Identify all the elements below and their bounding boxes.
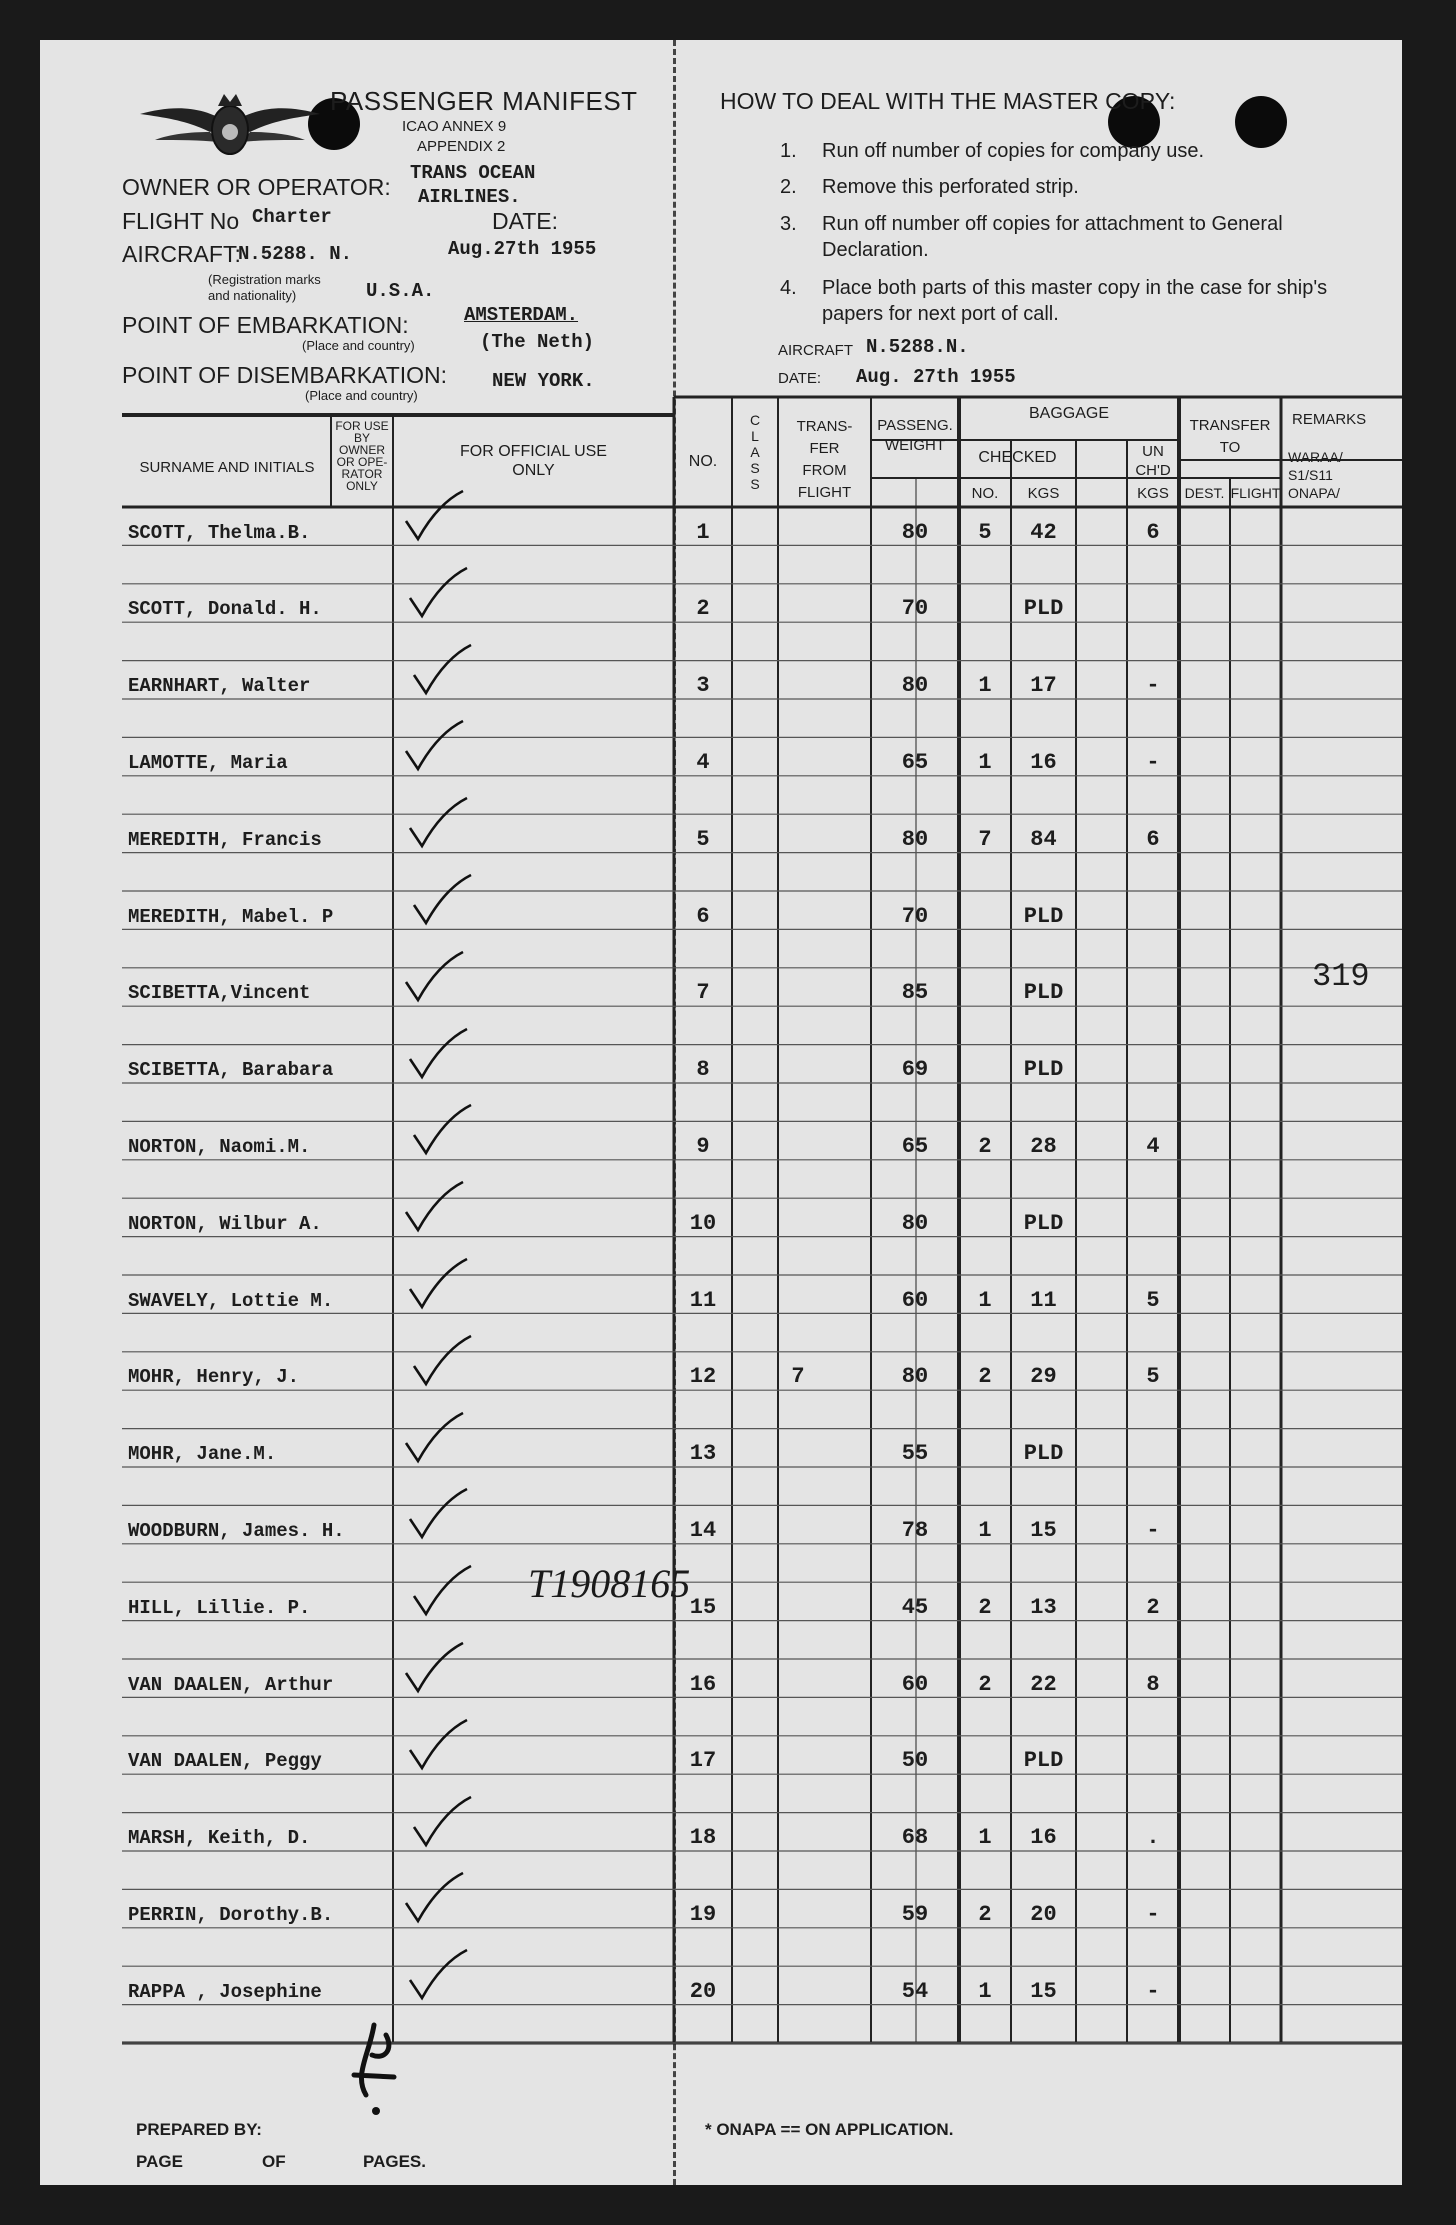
passenger-weight: 80 <box>901 673 929 699</box>
unchecked-kgs: 5 <box>1146 1364 1160 1390</box>
passenger-weight: 45 <box>901 1594 929 1620</box>
passenger-weight: 70 <box>901 903 929 929</box>
header-baggage: BAGGAGE <box>1028 405 1110 422</box>
header-official-use: FOR OFFICIAL USE ONLY <box>460 443 607 479</box>
header-no: NO. <box>688 453 718 470</box>
check-mark-icon <box>406 1326 476 1396</box>
header-for-use: FOR USE BY OWNER OR OPE- RATOR ONLY <box>335 419 389 493</box>
passenger-weight: 78 <box>901 1517 929 1543</box>
instruction-text: Remove this perforated strip. <box>822 176 1079 198</box>
page-label: PAGE <box>136 2152 183 2171</box>
passenger-name: LAMOTTE, Maria <box>128 751 288 774</box>
header-bag-no: NO. <box>971 485 999 502</box>
passenger-weight: 80 <box>901 826 929 852</box>
passenger-name: SCOTT, Thelma.B. <box>128 521 311 544</box>
disembarkation-label: POINT OF DISEMBARKATION: <box>122 362 448 388</box>
passenger-no: 17 <box>689 1748 717 1774</box>
passenger-no: 20 <box>689 1978 717 2004</box>
baggage-count: 1 <box>978 1825 992 1851</box>
passenger-no: 6 <box>696 903 710 929</box>
header-dest: DEST. <box>1184 485 1225 501</box>
passenger-name: EARNHART, Walter <box>128 675 311 698</box>
unchecked-kgs: 5 <box>1146 1287 1160 1313</box>
passenger-name: MEREDITH, Francis <box>128 828 322 851</box>
aircraft-value: N.5288. N. <box>238 243 353 265</box>
check-mark-icon <box>402 1249 472 1319</box>
right-aircraft-label: AIRCRAFT <box>778 342 853 359</box>
check-mark-icon <box>402 1479 472 1549</box>
instruction-num: 3. <box>780 213 797 235</box>
passenger-weight: 70 <box>901 596 929 622</box>
right-date-value: Aug. 27th 1955 <box>856 366 1016 388</box>
passenger-name: NORTON, Wilbur A. <box>128 1212 322 1235</box>
baggage-kgs: 20 <box>1030 1901 1057 1927</box>
check-mark-icon <box>402 1019 472 1089</box>
unchecked-kgs: - <box>1146 673 1160 699</box>
unchecked-kgs: 4 <box>1146 1133 1160 1159</box>
passenger-name: MOHR, Henry, J. <box>128 1366 300 1389</box>
header-passeng-weight: PASSENG. WEIGHT <box>877 417 953 454</box>
check-mark-icon <box>406 635 476 705</box>
check-mark-icon <box>406 865 476 935</box>
date-value: Aug.27th 1955 <box>448 238 597 260</box>
passenger-no: 14 <box>689 1517 717 1543</box>
owner-value-2: AIRLINES. <box>418 186 521 208</box>
prepared-by-label: PREPARED BY: <box>136 2120 262 2139</box>
baggage-kgs: PLD <box>1023 1441 1064 1467</box>
unchecked-kgs: - <box>1146 1978 1160 2004</box>
instruction-text: Run off number off copies for attachment to General <box>822 213 1283 235</box>
registration-note-2: and nationality) <box>208 288 297 303</box>
unchecked-kgs: 6 <box>1146 826 1160 852</box>
passenger-name: VAN DAALEN, Arthur <box>128 1673 334 1696</box>
header-kgs: KGS <box>1027 485 1060 502</box>
baggage-count: 2 <box>978 1364 992 1390</box>
header-flight: FLIGHT <box>1230 485 1281 501</box>
passenger-name: SCIBETTA,Vincent <box>128 982 311 1005</box>
check-mark-icon <box>398 1863 468 1933</box>
baggage-kgs: 11 <box>1030 1287 1057 1313</box>
check-mark-icon <box>398 1403 468 1473</box>
instructions-title: HOW TO DEAL WITH THE MASTER COPY: <box>720 88 1176 114</box>
header-remarks: REMARKS <box>1292 411 1367 428</box>
baggage-count: 7 <box>978 826 992 852</box>
header-unchd: UN CH'D <box>1135 443 1171 479</box>
remark-number: 319 <box>1312 958 1370 995</box>
baggage-kgs: 13 <box>1030 1594 1057 1620</box>
unchecked-kgs: 2 <box>1146 1594 1160 1620</box>
passenger-name: MEREDITH, Mabel. P <box>128 905 334 928</box>
check-mark-icon <box>402 558 472 628</box>
baggage-kgs: 15 <box>1030 1978 1057 2004</box>
check-mark-icon <box>406 1556 476 1626</box>
baggage-kgs: 17 <box>1030 673 1057 699</box>
passenger-name: RAPPA , Josephine <box>128 1980 322 2003</box>
baggage-count: 1 <box>978 749 992 775</box>
check-mark-icon <box>398 1633 468 1703</box>
passenger-weight: 60 <box>901 1671 929 1697</box>
passenger-name: PERRIN, Dorothy.B. <box>128 1903 334 1926</box>
check-mark-icon <box>398 711 468 781</box>
passenger-no: 1 <box>696 519 710 545</box>
owner-value-1: TRANS OCEAN <box>410 162 536 184</box>
unchecked-kgs: - <box>1146 749 1160 775</box>
baggage-kgs: PLD <box>1023 1210 1064 1236</box>
passenger-weight: 69 <box>901 1057 929 1083</box>
pages-label: PAGES. <box>363 2152 426 2171</box>
passenger-name: SCIBETTA, Barabara <box>128 1059 334 1082</box>
embarkation-note: (Place and country) <box>302 338 415 353</box>
passenger-weight: 54 <box>901 1978 929 2004</box>
passenger-no: 12 <box>689 1364 717 1390</box>
passenger-weight: 85 <box>901 980 929 1006</box>
instruction-num: 2. <box>780 176 797 198</box>
passenger-weight: 55 <box>901 1441 929 1467</box>
passenger-no: 8 <box>696 1057 710 1083</box>
baggage-kgs: 22 <box>1030 1671 1057 1697</box>
baggage-count: 1 <box>978 673 992 699</box>
baggage-kgs: 28 <box>1030 1133 1057 1159</box>
instruction-text-cont: papers for next port of call. <box>822 303 1059 325</box>
flight-value: Charter <box>252 206 332 228</box>
check-mark-icon <box>402 788 472 858</box>
right-aircraft-value: N.5288.N. <box>866 336 969 358</box>
check-mark-icon <box>406 1095 476 1165</box>
passenger-no: 3 <box>696 673 710 699</box>
passenger-name: SWAVELY, Lottie M. <box>128 1289 334 1312</box>
baggage-kgs: PLD <box>1023 1748 1064 1774</box>
passenger-weight: 50 <box>901 1748 929 1774</box>
baggage-count: 1 <box>978 1517 992 1543</box>
header-checked: CHECKED <box>978 449 1057 466</box>
passenger-no: 18 <box>689 1825 717 1851</box>
instruction-num: 4. <box>780 277 797 299</box>
passenger-weight: 65 <box>901 749 929 775</box>
passenger-no: 19 <box>689 1901 717 1927</box>
passenger-weight: 60 <box>901 1287 929 1313</box>
transfer-from-flight: 7 <box>791 1364 805 1390</box>
header-class: C L A S S <box>749 412 761 492</box>
passenger-weight: 80 <box>901 519 929 545</box>
manifest-sheet <box>40 40 1402 2185</box>
header-transfer-to: TRANSFER TO <box>1189 417 1271 456</box>
passenger-name: NORTON, Naomi.M. <box>128 1135 311 1158</box>
baggage-kgs: 42 <box>1030 519 1057 545</box>
baggage-kgs: 15 <box>1030 1517 1057 1543</box>
flight-label: FLIGHT No <box>122 208 240 234</box>
manifest-table-grid <box>40 40 1402 2185</box>
unchecked-kgs: 8 <box>1146 1671 1160 1697</box>
icao-annex: ICAO ANNEX 9 <box>402 118 507 135</box>
header-surname: SURNAME AND INITIALS <box>139 459 315 476</box>
passenger-name: SCOTT, Donald. H. <box>128 598 322 621</box>
passenger-weight: 80 <box>901 1210 929 1236</box>
passenger-no: 16 <box>689 1671 717 1697</box>
signature-scrawl <box>324 2015 434 2125</box>
unchecked-kgs: . <box>1146 1825 1160 1851</box>
onapa-note: * ONAPA == ON APPLICATION. <box>705 2120 954 2139</box>
baggage-count: 5 <box>978 519 992 545</box>
registration-note-1: (Registration marks <box>208 272 321 287</box>
embarkation-value-2: (The Neth) <box>480 331 595 353</box>
passenger-no: 7 <box>696 980 710 1006</box>
baggage-count: 1 <box>978 1287 992 1313</box>
baggage-kgs: 16 <box>1030 1825 1057 1851</box>
passenger-no: 2 <box>696 596 710 622</box>
embarkation-value-1: AMSTERDAM. <box>464 304 579 326</box>
header-remarks-sub: WARAA/ S1/S11 ONAPA/ <box>1288 449 1343 501</box>
passenger-name: VAN DAALEN, Peggy <box>128 1750 322 1773</box>
baggage-count: 2 <box>978 1671 992 1697</box>
check-mark-icon <box>406 1787 476 1857</box>
check-mark-icon <box>398 481 468 551</box>
manifest-title: PASSENGER MANIFEST <box>330 86 638 116</box>
date-label: DATE: <box>492 208 559 234</box>
passenger-no: 15 <box>689 1594 717 1620</box>
baggage-count: 2 <box>978 1901 992 1927</box>
passenger-no: 5 <box>696 826 710 852</box>
baggage-count: 2 <box>978 1594 992 1620</box>
header-kgs-unchecked: KGS <box>1137 485 1169 502</box>
aircraft-label: AIRCRAFT: <box>122 241 241 267</box>
instruction-text: Run off number of copies for company use. <box>822 140 1205 162</box>
baggage-kgs: PLD <box>1023 903 1064 929</box>
check-mark-icon <box>402 1710 472 1780</box>
nationality-value: U.S.A. <box>366 280 435 302</box>
right-date-label: DATE: <box>778 370 822 387</box>
passenger-no: 9 <box>696 1133 710 1159</box>
instruction-text: Place both parts of this master copy in the case for ship's <box>822 277 1328 299</box>
unchecked-kgs: - <box>1146 1901 1160 1927</box>
baggage-kgs: PLD <box>1023 1057 1064 1083</box>
passenger-name: WOODBURN, James. H. <box>128 1519 345 1542</box>
unchecked-kgs: - <box>1146 1517 1160 1543</box>
baggage-count: 2 <box>978 1133 992 1159</box>
passenger-name: MARSH, Keith, D. <box>128 1827 311 1850</box>
owner-label: OWNER OR OPERATOR: <box>122 174 391 200</box>
embarkation-label: POINT OF EMBARKATION: <box>122 312 409 338</box>
passenger-no: 11 <box>689 1287 717 1313</box>
appendix: APPENDIX 2 <box>417 138 506 155</box>
passenger-no: 4 <box>696 749 710 775</box>
check-mark-icon <box>398 1172 468 1242</box>
passenger-no: 10 <box>689 1210 717 1236</box>
baggage-count: 1 <box>978 1978 992 2004</box>
passenger-weight: 68 <box>901 1825 929 1851</box>
passenger-no: 13 <box>689 1441 717 1467</box>
instruction-num: 1. <box>780 140 797 162</box>
baggage-kgs: PLD <box>1023 980 1064 1006</box>
baggage-kgs: 16 <box>1030 749 1057 775</box>
passenger-name: HILL, Lillie. P. <box>128 1596 311 1619</box>
header-transfer-from: TRANS- FER FROM FLIGHT <box>796 418 853 501</box>
of-label: OF <box>262 2152 286 2171</box>
disembarkation-value: NEW YORK. <box>492 370 595 392</box>
baggage-kgs: PLD <box>1023 596 1064 622</box>
handwritten-code: T1908165 <box>528 1561 691 1606</box>
unchecked-kgs: 6 <box>1146 519 1160 545</box>
passenger-name: MOHR, Jane.M. <box>128 1443 277 1466</box>
passenger-weight: 59 <box>901 1901 929 1927</box>
passenger-weight: 80 <box>901 1364 929 1390</box>
check-mark-icon <box>402 1940 472 2010</box>
instruction-text-cont: Declaration. <box>822 239 929 261</box>
baggage-kgs: 84 <box>1030 826 1057 852</box>
disembarkation-note: (Place and country) <box>305 388 418 403</box>
check-mark-icon <box>398 942 468 1012</box>
passenger-weight: 65 <box>901 1133 929 1159</box>
baggage-kgs: 29 <box>1030 1364 1057 1390</box>
